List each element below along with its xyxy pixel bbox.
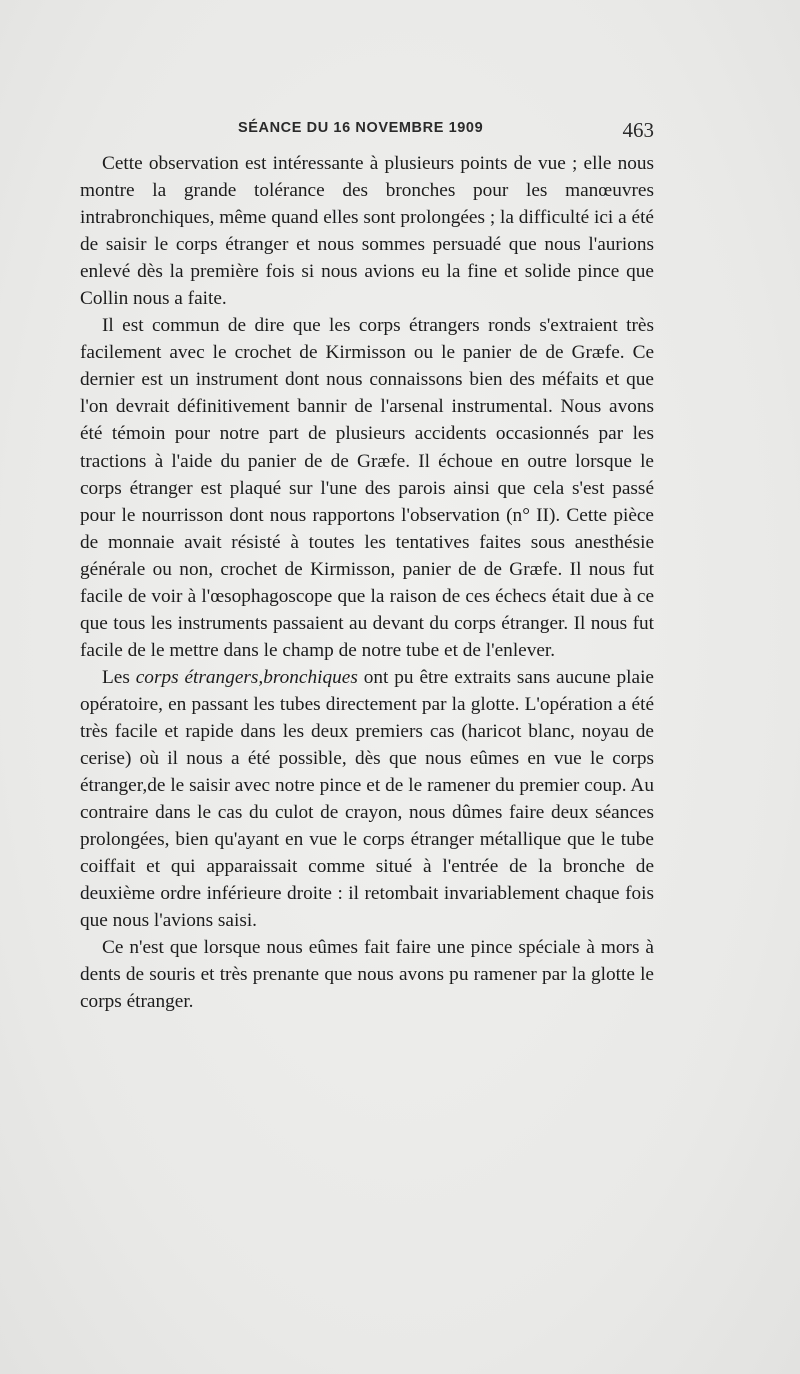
paragraph-1: Cette observation est intéressante à plusieurs points de vue ; elle nous montre la grande tolérance des bronches pour les manœuvres intrabronchiques, même quand elles sont prolongées ; la difficulté ici a été de saisir le corps étranger et nous sommes persuadé que nous l'aurions enlevé dès la première fois si nous avions eu la fine et solide pince que Collin nous a faite. [80,153,654,310]
page-number: 463 [622,118,654,142]
body-text [80,150,654,1016]
paragraph-2: Il est commun de dire que les corps étrangers ronds s'extraient très facilement avec le crochet de Kirmisson ou le panier de de Græfe. Ce dernier est un instrument dont nous connaissons bien des méfaits et que l'on devrait définitivement bannir de l'arsenal instrumental. Nous avons été témoin pour notre part de plusieurs accidents occasionnés par les tractions à l'aide du panier de de Græfe. Il échoue en outre lorsque le corps étranger est plaqué sur l'une des parois ainsi que cela s'est passé pour le nourrisson dont nous rapportons l'observation (n° II). Cette pièce de monnaie avait résisté à toutes les tentatives faites sous anesthésie générale ou non, crochet de Kirmisson, panier de de Græfe. Il nous fut facile de voir à l'œsophagoscope que la raison de ces échecs était due à ce que tous les instruments passaient au devant du corps étranger. Il nous fut facile de le mettre dans le champ de notre tube et de l'enlever. [80,315,654,661]
page-header [238,118,654,144]
paragraph-3-italic: corps étrangers,bronchiques [135,666,358,688]
paragraph-3 [80,664,654,934]
paragraph-4: Ce n'est que lorsque nous eûmes fait faire une pince spéciale à mors à dents de souris et très prenante que nous avons pu ramener par la glotte le corps étranger. [80,937,654,1013]
running-title: SÉANCE DU 16 NOVEMBRE 1909 [238,120,484,136]
paragraph-3-lead: Les [102,666,136,688]
paragraph-3-text: ont pu être extraits sans aucune plaie opératoire, en passant les tubes directement par la glotte. L'opération a été très facile et rapide dans les deux premiers cas (haricot blanc, noyau de cerise) où il nous a été possible, dès que nous eûmes en vue le corps étranger,de le saisir avec notre pince et de le ramener du premier coup. Au contraire dans le cas du culot de crayon, nous dûmes faire deux séances prolongées, bien qu'ayant en vue le corps étranger métallique que le tube coiffait et qui apparaissait comme situé à l'entrée de la bronche de deuxième ordre inférieure droite : il retombait invariablement chaque fois que nous l'avions saisi. [80,666,654,932]
